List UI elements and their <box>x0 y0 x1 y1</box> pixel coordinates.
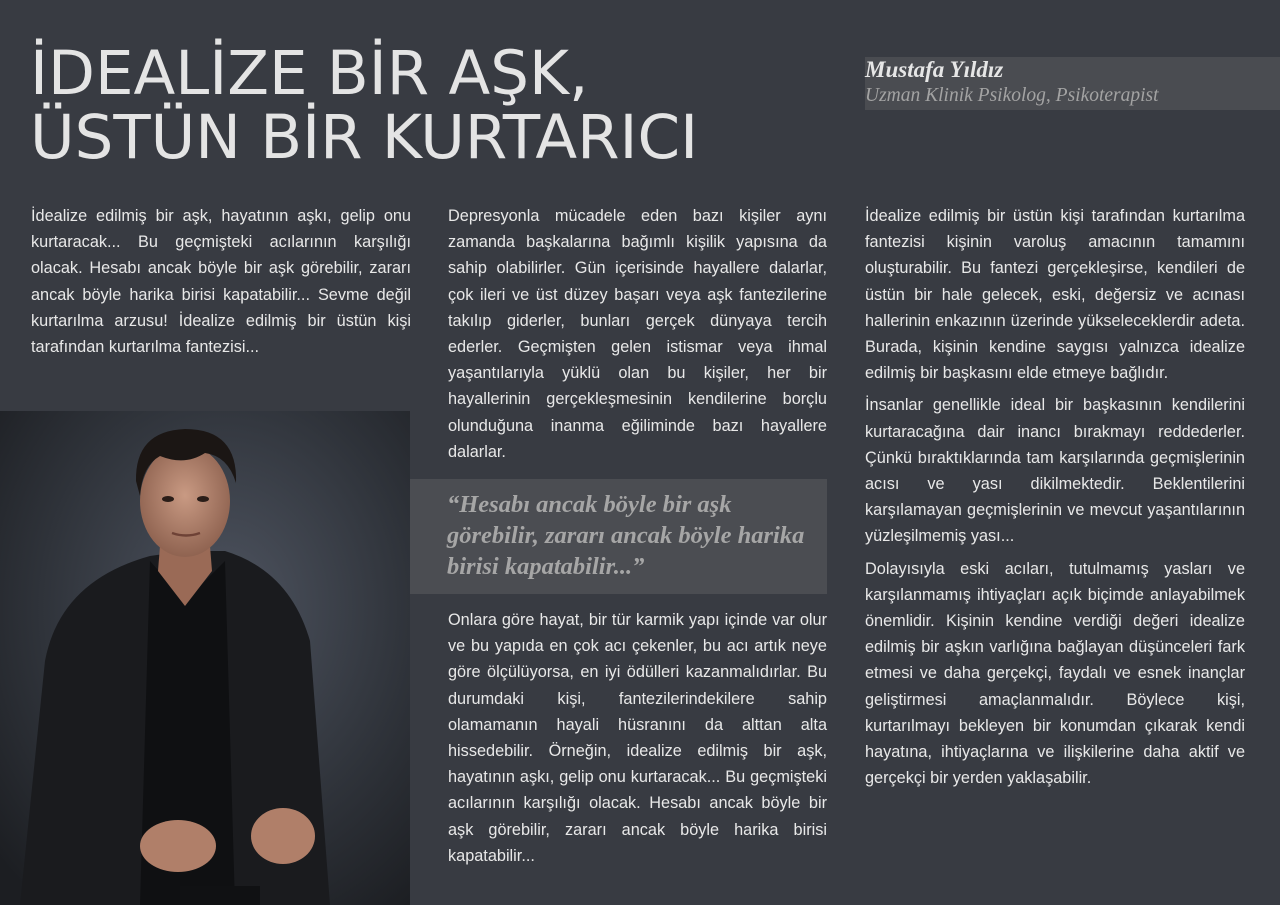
pull-quote-box <box>410 479 827 594</box>
author-role: Uzman Klinik Psikolog, Psikoterapist <box>865 85 1159 106</box>
author-box <box>865 57 1280 110</box>
author-portrait-photo <box>0 411 410 905</box>
article-title <box>30 38 830 173</box>
column-1-paragraph: İdealize edilmiş bir aşk, hayatının aşkı, gelip onu kurtaracak... Bu geçmişteki acılarının karşılığı olacak. Hesabı ancak böyle bir aşk görebilir, zararı ancak böyle harika birisi kapatabilir... Sevme değil kurtarılma arzusu! İdealize edilmiş bir üstün kişi tarafından kurtarılma fantezisi... <box>31 207 411 357</box>
column-3-paragraph-1: İdealize edilmiş bir üstün kişi tarafından kurtarılma fantezisi kişinin varoluş amacının tamamını oluşturabilir. Bu fantezi gerçekleşirse, kendileri de üstün bir hale gelecek, eski, değersiz ve acınası hallerinin enkazının üzerinde yükseleceklerdir adeta. Burada, kişinin kendine saygısı yalnızca idealize edilmiş bir başkasını elde etmeye bağlıdır. <box>865 207 1245 383</box>
column-2-top <box>448 203 827 465</box>
pull-quote: “Hesabı ancak böyle bir aşk görebilir, zararı ancak böyle harika birisi kapatabilir...” <box>447 491 805 580</box>
column-3-paragraph-3: Dolayısıyla eski acıları, tutulmamış yasları ve karşılanmamış ihtiyaçları açık biçimde anlayabilmek önemlidir. Kişinin kendine verdiği değeri idealize edilmiş bir aşkın varlığına bağlayan düşünceleri fark etmesi ve daha gerçekçi, faydalı ve esnek inançlar geliştirmesi amaçlanmalıdır. Böylece kişi, kurtarılmayı bekleyen bir konumdan çıkarak kendi hayatına, ihtiyaçlarına ve ilişkilerine daha aktif ve gerçekçi bir yerden yaklaşabilir. <box>865 559 1245 788</box>
column-2-top-paragraph: Depresyonla mücadele eden bazı kişiler aynı zamanda başkalarına bağımlı kişilik yapısına da sahip olabilirler. Gün içerisinde hayallere dalarlar, çok ileri ve üst düzey başarı veya aşk fantezilerine takılıp giderler, bunları gerçek dünyaya tercih ederler. Geçmişten gelen istismar veya ihmal yaşantılarıyla yüklü olan bu kişiler, her bir hayallerinin gerçekleşmesinin kendilerine borçlu olunduğuna inanma eğiliminde bazı hayallere dalarlar. <box>448 207 827 461</box>
column-3-paragraph-2: İnsanlar genellikle ideal bir başkasının kendilerini kurtaracağına dair inancı bırakmayı reddederler. Çünkü bıraktıklarında tam karşılarında geçmişlerinin acısı ve yası dikilmektedir. Beklentilerini karşılamayan geçmişlerinin ve mevcut yaşantılarının yüzleşilmemiş yası... <box>865 396 1245 546</box>
author-name: Mustafa Yıldız <box>865 57 1004 82</box>
title-line-1: İDEALİZE BİR AŞK, <box>30 38 589 109</box>
column-2-bottom-paragraph: Onlara göre hayat, bir tür karmik yapı içinde var olur ve bu yapıda en çok acı çekenler, bu acı artık neye göre ölçülüyorsa, en iyi ödülleri kazanmalıdırlar. Bu durumdaki kişi, fantezilerindekilere sahip olamamanın hayali hüsranını da alttan alta hissedebilir. Örneğin, idealize edilmiş bir aşk, hayatının aşkı, gelip onu kurtaracak... Bu geçmişteki acılarının karşılığı olacak. Hesabı ancak böyle bir aşk görebilir, zararı ancak böyle harika birisi kapatabilir... <box>448 611 827 865</box>
title-line-2: ÜSTÜN BİR KURTARICI <box>30 102 699 173</box>
column-1 <box>31 203 411 360</box>
column-3 <box>865 203 1245 791</box>
column-2-bottom <box>448 607 827 869</box>
